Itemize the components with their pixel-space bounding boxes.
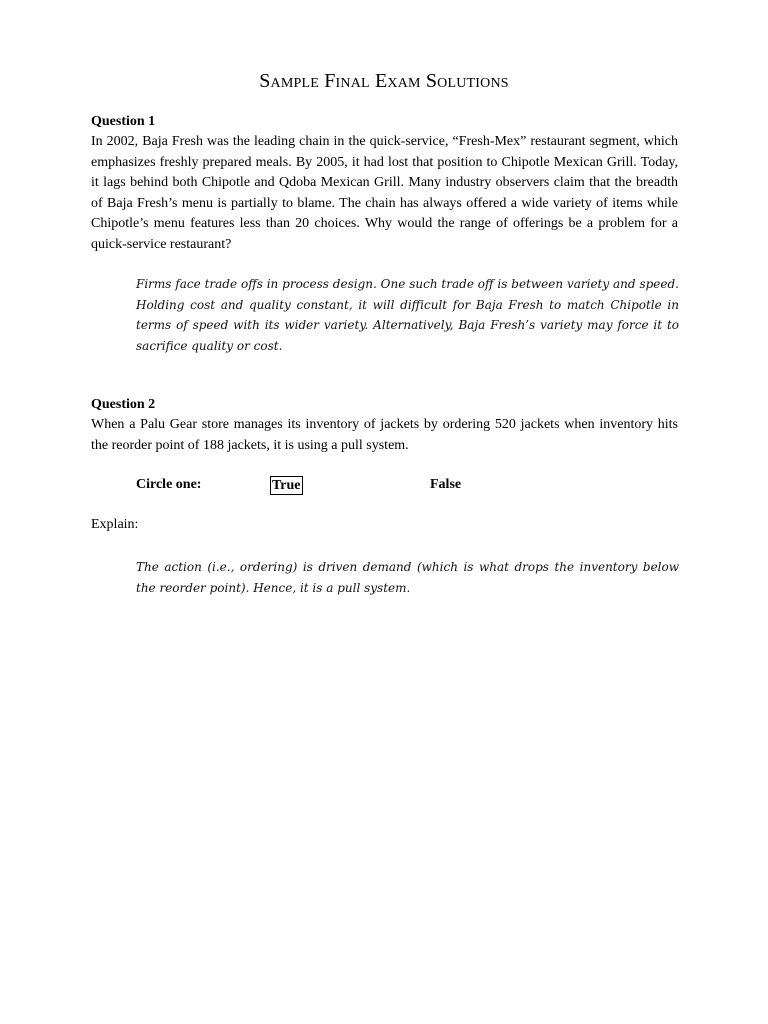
question-2-prompt: When a Palu Gear store manages its inventory of jackets by ordering 520 jackets when inventory hits the reorder point of 188 jackets, it is using a pull system. — [91, 417, 678, 453]
circle-one-label: Circle one: — [136, 477, 202, 492]
question-1-answer: Firms face trade offs in process design. One such trade off is between variety and speed. Holding cost and quality constant, it will difficult for Baja Fresh to match Chipotle in terms of speed with its wider variety. Alternatively, Baja Fresh’s variety may force it to sacrifice quality or cost. — [136, 277, 679, 353]
option-false: False — [430, 477, 462, 492]
question-1-prompt: In 2002, Baja Fresh was the leading chain in the quick-service, “Fresh-Mex” restaurant segment, which emphasizes freshly prepared meals. By 2005, it had lost that position to Chipotle Mexican Grill. Today, it lags behind both Chipotle and Qdoba Mexican Grill. Many industry observers claim that the breadth of Baja Fresh’s menu is partially to blame. The chain has always offered a wide variety of items while Chipotle’s menu features less than 20 choices. Why would the range of offerings be a problem for a quick-service restaurant? — [91, 134, 678, 252]
question-1-heading: Question 1 — [91, 114, 156, 129]
explain-label: Explain: — [91, 517, 139, 532]
page-title: Sample Final Exam Solutions — [259, 70, 509, 92]
circle-one-row — [0, 477, 768, 497]
question-2-answer: The action (i.e., ordering) is driven demand (which is what drops the inventory below the reorder point). Hence, it is a pull system. — [136, 560, 679, 595]
option-true-selected: True — [272, 478, 301, 493]
question-2-heading: Question 2 — [91, 397, 156, 412]
